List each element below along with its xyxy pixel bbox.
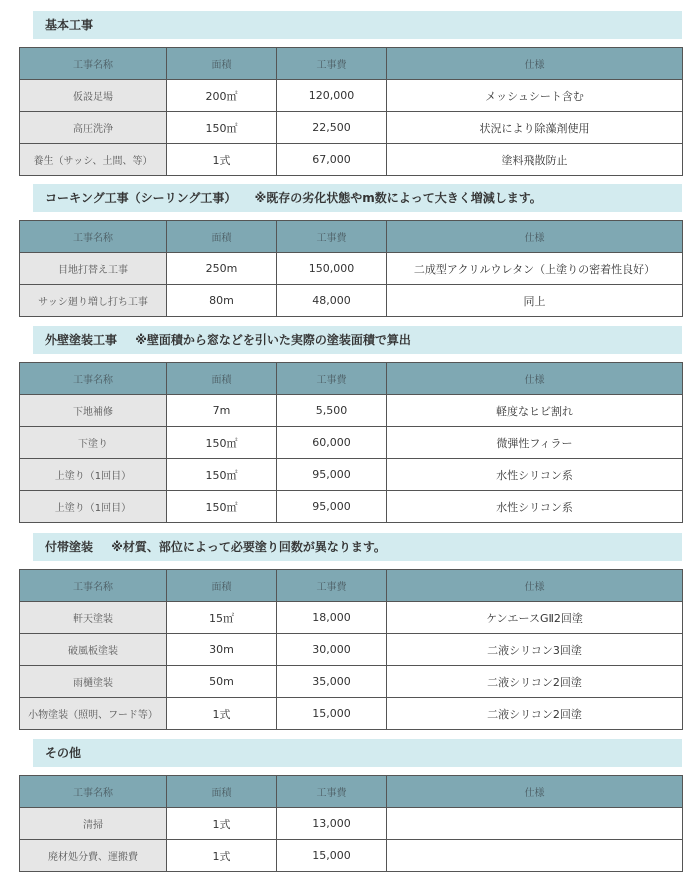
cell-cost: 35,000 (277, 666, 387, 698)
table-row (20, 459, 683, 491)
table-header-row (20, 776, 683, 808)
table-row (20, 634, 683, 666)
header-spec: 仕様 (387, 363, 683, 395)
header-area: 面積 (167, 570, 277, 602)
header-spec: 仕様 (387, 570, 683, 602)
cell-name: 仮設足場 (20, 80, 167, 112)
section-heading-exterior-wall (33, 326, 682, 354)
table-row (20, 253, 683, 285)
cell-cost: 95,000 (277, 491, 387, 523)
table-row (20, 666, 683, 698)
cell-name: 小物塗装（照明、フード等） (20, 698, 167, 730)
table-row (20, 285, 683, 317)
cell-area: 80m (167, 285, 277, 317)
cell-spec: 塗料飛散防止 (387, 144, 683, 176)
header-area: 面積 (167, 48, 277, 80)
section-note: ※壁面積から窓などを引いた実際の塗装面積で算出 (135, 333, 411, 347)
table-row (20, 491, 683, 523)
header-area: 面積 (167, 776, 277, 808)
cell-area: 50m (167, 666, 277, 698)
header-spec: 仕様 (387, 776, 683, 808)
cell-spec: メッシュシート含む (387, 80, 683, 112)
cell-spec: ケンエースGⅡ2回塗 (387, 602, 683, 634)
cell-spec: 同上 (387, 285, 683, 317)
section-heading-caulking (33, 184, 682, 212)
cell-name: 養生（サッシ、土間、等） (20, 144, 167, 176)
cell-cost: 48,000 (277, 285, 387, 317)
cell-name: 清掃 (20, 808, 167, 840)
cell-name: 下地補修 (20, 395, 167, 427)
table-row (20, 395, 683, 427)
cell-name: 廃材処分費、運搬費 (20, 840, 167, 872)
section-heading-basic (33, 11, 682, 39)
cell-area: 1式 (167, 144, 277, 176)
cell-name: サッシ廻り増し打ち工事 (20, 285, 167, 317)
cell-name: 目地打替え工事 (20, 253, 167, 285)
table-row (20, 80, 683, 112)
header-name: 工事名称 (20, 221, 167, 253)
header-cost: 工事費 (277, 48, 387, 80)
section-title: その他 (45, 746, 82, 760)
cell-name: 上塗り（1回目） (20, 459, 167, 491)
header-spec: 仕様 (387, 48, 683, 80)
section-heading-accessory (33, 533, 682, 561)
table-other (19, 775, 683, 872)
cell-area: 250m (167, 253, 277, 285)
table-row (20, 112, 683, 144)
cell-area: 15㎡ (167, 602, 277, 634)
cell-name: 高圧洗浄 (20, 112, 167, 144)
table-row (20, 602, 683, 634)
header-spec: 仕様 (387, 221, 683, 253)
cell-cost: 13,000 (277, 808, 387, 840)
header-cost: 工事費 (277, 776, 387, 808)
cell-area: 1式 (167, 698, 277, 730)
table-header-row (20, 363, 683, 395)
cell-spec: 二成型アクリルウレタン（上塗りの密着性良好） (387, 253, 683, 285)
table-header-row (20, 570, 683, 602)
cell-name: 破風板塗装 (20, 634, 167, 666)
cell-spec: 二液シリコン3回塗 (387, 634, 683, 666)
table-basic (19, 47, 683, 176)
cell-spec: 二液シリコン2回塗 (387, 666, 683, 698)
cell-cost: 95,000 (277, 459, 387, 491)
table-accessory (19, 569, 683, 730)
cell-cost: 150,000 (277, 253, 387, 285)
cell-spec: 微弾性フィラー (387, 427, 683, 459)
cell-area: 150㎡ (167, 491, 277, 523)
cell-area: 1式 (167, 808, 277, 840)
header-name: 工事名称 (20, 363, 167, 395)
table-exterior-wall (19, 362, 683, 523)
section-title: 基本工事 (45, 18, 94, 32)
table-caulking (19, 220, 683, 317)
cell-spec: 状況により除藻剤使用 (387, 112, 683, 144)
cell-name: 下塗り (20, 427, 167, 459)
table-row (20, 144, 683, 176)
table-header-row (20, 48, 683, 80)
cell-cost: 18,000 (277, 602, 387, 634)
table-header-row (20, 221, 683, 253)
header-area: 面積 (167, 363, 277, 395)
cell-cost: 15,000 (277, 840, 387, 872)
section-heading-other (33, 739, 682, 767)
cell-area: 150㎡ (167, 459, 277, 491)
cell-cost: 60,000 (277, 427, 387, 459)
cell-spec (387, 808, 683, 840)
header-name: 工事名称 (20, 570, 167, 602)
section-note: ※材質、部位によって必要塗り回数が異なります。 (111, 540, 386, 554)
cell-spec: 水性シリコン系 (387, 459, 683, 491)
cell-spec: 二液シリコン2回塗 (387, 698, 683, 730)
cell-name: 上塗り（1回目） (20, 491, 167, 523)
cell-cost: 67,000 (277, 144, 387, 176)
section-note: ※既存の劣化状態やm数によって大きく増減します。 (254, 191, 542, 205)
header-area: 面積 (167, 221, 277, 253)
cell-area: 30m (167, 634, 277, 666)
cell-area: 1式 (167, 840, 277, 872)
header-cost: 工事費 (277, 221, 387, 253)
section-title: コーキング工事（シーリング工事） (45, 191, 237, 205)
header-name: 工事名称 (20, 48, 167, 80)
cell-spec: 軽度なヒビ割れ (387, 395, 683, 427)
header-cost: 工事費 (277, 570, 387, 602)
section-title: 外壁塗装工事 (45, 333, 118, 347)
cell-area: 150㎡ (167, 112, 277, 144)
cell-cost: 30,000 (277, 634, 387, 666)
table-row (20, 808, 683, 840)
section-title: 付帯塗装 (45, 540, 94, 554)
cell-cost: 120,000 (277, 80, 387, 112)
header-name: 工事名称 (20, 776, 167, 808)
cell-spec (387, 840, 683, 872)
cell-area: 200㎡ (167, 80, 277, 112)
cell-area: 150㎡ (167, 427, 277, 459)
header-cost: 工事費 (277, 363, 387, 395)
cell-cost: 5,500 (277, 395, 387, 427)
table-row (20, 698, 683, 730)
table-row (20, 840, 683, 872)
cell-name: 雨樋塗装 (20, 666, 167, 698)
cell-spec: 水性シリコン系 (387, 491, 683, 523)
table-row (20, 427, 683, 459)
cell-cost: 22,500 (277, 112, 387, 144)
cell-name: 軒天塗装 (20, 602, 167, 634)
cell-area: 7m (167, 395, 277, 427)
cell-cost: 15,000 (277, 698, 387, 730)
